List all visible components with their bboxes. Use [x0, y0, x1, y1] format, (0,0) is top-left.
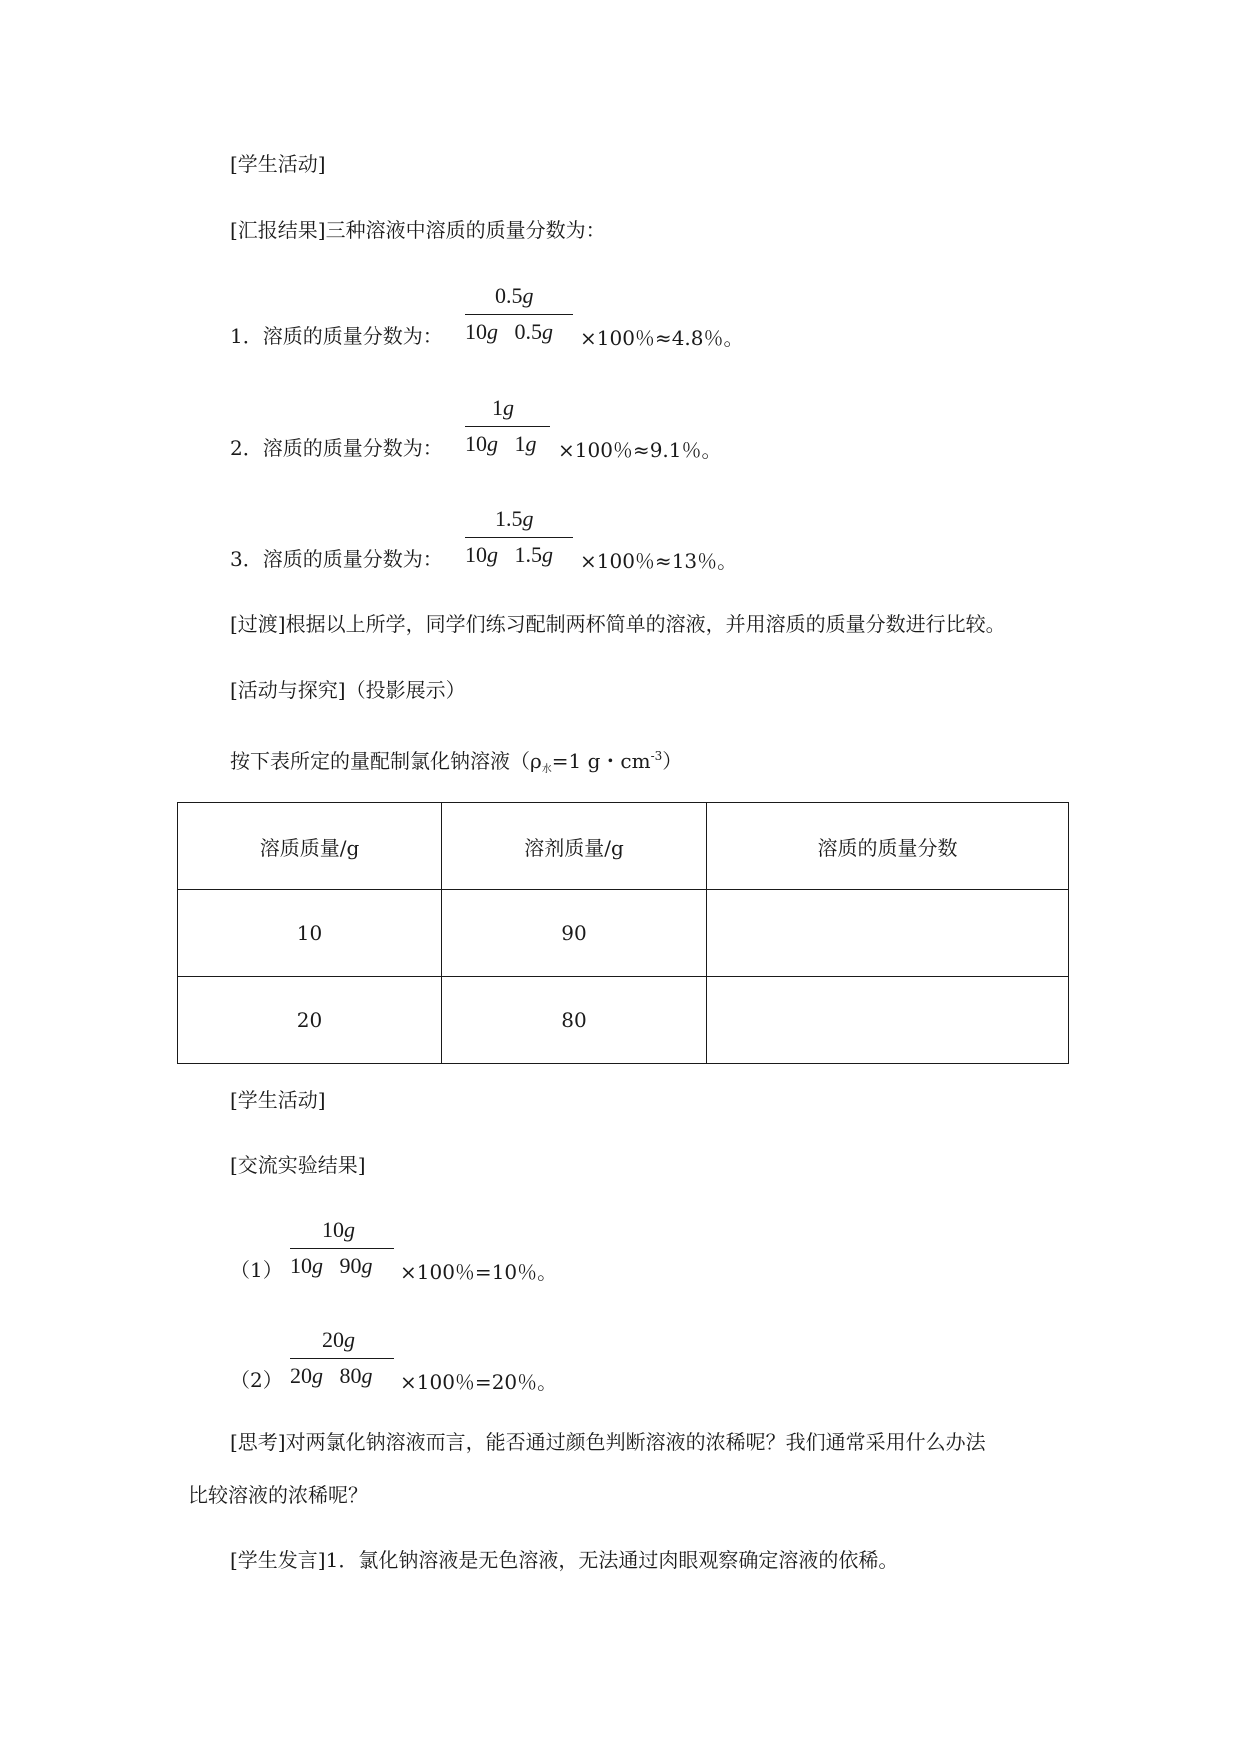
table-header-cell: 溶质的质量分数 — [707, 803, 1069, 890]
table-row — [178, 890, 1069, 977]
equation-4-result: ×100％=10％。 — [400, 1260, 558, 1284]
equation-3-result: ×100％≈13％。 — [580, 549, 738, 573]
equation-1-result: ×100％≈4.8％。 — [580, 326, 744, 350]
fraction-bar — [290, 1248, 394, 1249]
thinking-paragraph-line-2: 比较溶液的浓稀呢？ — [188, 1483, 368, 1507]
fraction-bar — [465, 537, 573, 538]
table-header-cell: 溶剂质量/g — [442, 803, 707, 890]
table-cell: 80 — [442, 977, 707, 1064]
equation-3-label: 3．溶质的质量分数为： — [230, 547, 443, 571]
report-results-paragraph: [汇报结果]三种溶液中溶质的质量分数为： — [230, 218, 606, 242]
table-instruction: 按下表所定的量配制氯化钠溶液（$\rho_水=1$ g・$cm^{-3}$） — [230, 749, 683, 775]
activity-explore-heading: [活动与探究]（投影展示） — [230, 678, 466, 702]
transition-paragraph: [过渡]根据以上所学，同学们练习配制两杯简单的溶液，并用溶质的质量分数进行比较。 — [230, 612, 1006, 636]
thinking-paragraph-line-1: [思考]对两氯化钠溶液而言，能否通过颜色判断溶液的浓稀呢？我们通常采用什么办法 — [230, 1430, 986, 1454]
equation-1-denominator: 10g 0.5g — [465, 319, 553, 344]
table-header-row — [178, 803, 1069, 890]
equation-4-denominator: 10g 90g — [290, 1253, 373, 1278]
equation-2-denominator: 10g 1g — [465, 431, 537, 456]
equation-1-label: 1．溶质的质量分数为： — [230, 324, 443, 348]
table-cell: 90 — [442, 890, 707, 977]
table-row — [178, 977, 1069, 1064]
equation-2-label: 2．溶质的质量分数为： — [230, 436, 443, 460]
table-cell — [707, 890, 1069, 977]
equation-2-numerator: 1g — [492, 395, 514, 420]
table-cell — [707, 977, 1069, 1064]
activity-heading-1: [学生活动] — [230, 152, 326, 176]
equation-1-numerator: 0.5g — [495, 283, 534, 308]
equation-3-numerator: 1.5g — [495, 506, 534, 531]
student-speech-paragraph: [学生发言]1．氯化钠溶液是无色溶液，无法通过肉眼观察确定溶液的依稀。 — [230, 1548, 899, 1572]
equation-5-denominator: 20g 80g — [290, 1363, 373, 1388]
equation-2-result: ×100％≈9.1％。 — [558, 438, 722, 462]
fraction-bar — [465, 426, 550, 427]
exchange-results-heading: [交流实验结果] — [230, 1153, 366, 1177]
table-cell: 20 — [178, 977, 442, 1064]
table-header-cell: 溶质质量/g — [178, 803, 442, 890]
equation-4-label: （1） — [230, 1258, 283, 1282]
table-cell: 10 — [178, 890, 442, 977]
activity-heading-2: [学生活动] — [230, 1088, 326, 1112]
fraction-bar — [465, 314, 573, 315]
equation-5-result: ×100％=20％。 — [400, 1370, 558, 1394]
equation-4-numerator: 10g — [322, 1217, 355, 1242]
equation-5-numerator: 20g — [322, 1327, 355, 1352]
equation-5-label: （2） — [230, 1368, 283, 1392]
equation-3-denominator: 10g 1.5g — [465, 542, 553, 567]
fraction-bar — [290, 1358, 394, 1359]
solution-table — [177, 802, 1069, 1064]
